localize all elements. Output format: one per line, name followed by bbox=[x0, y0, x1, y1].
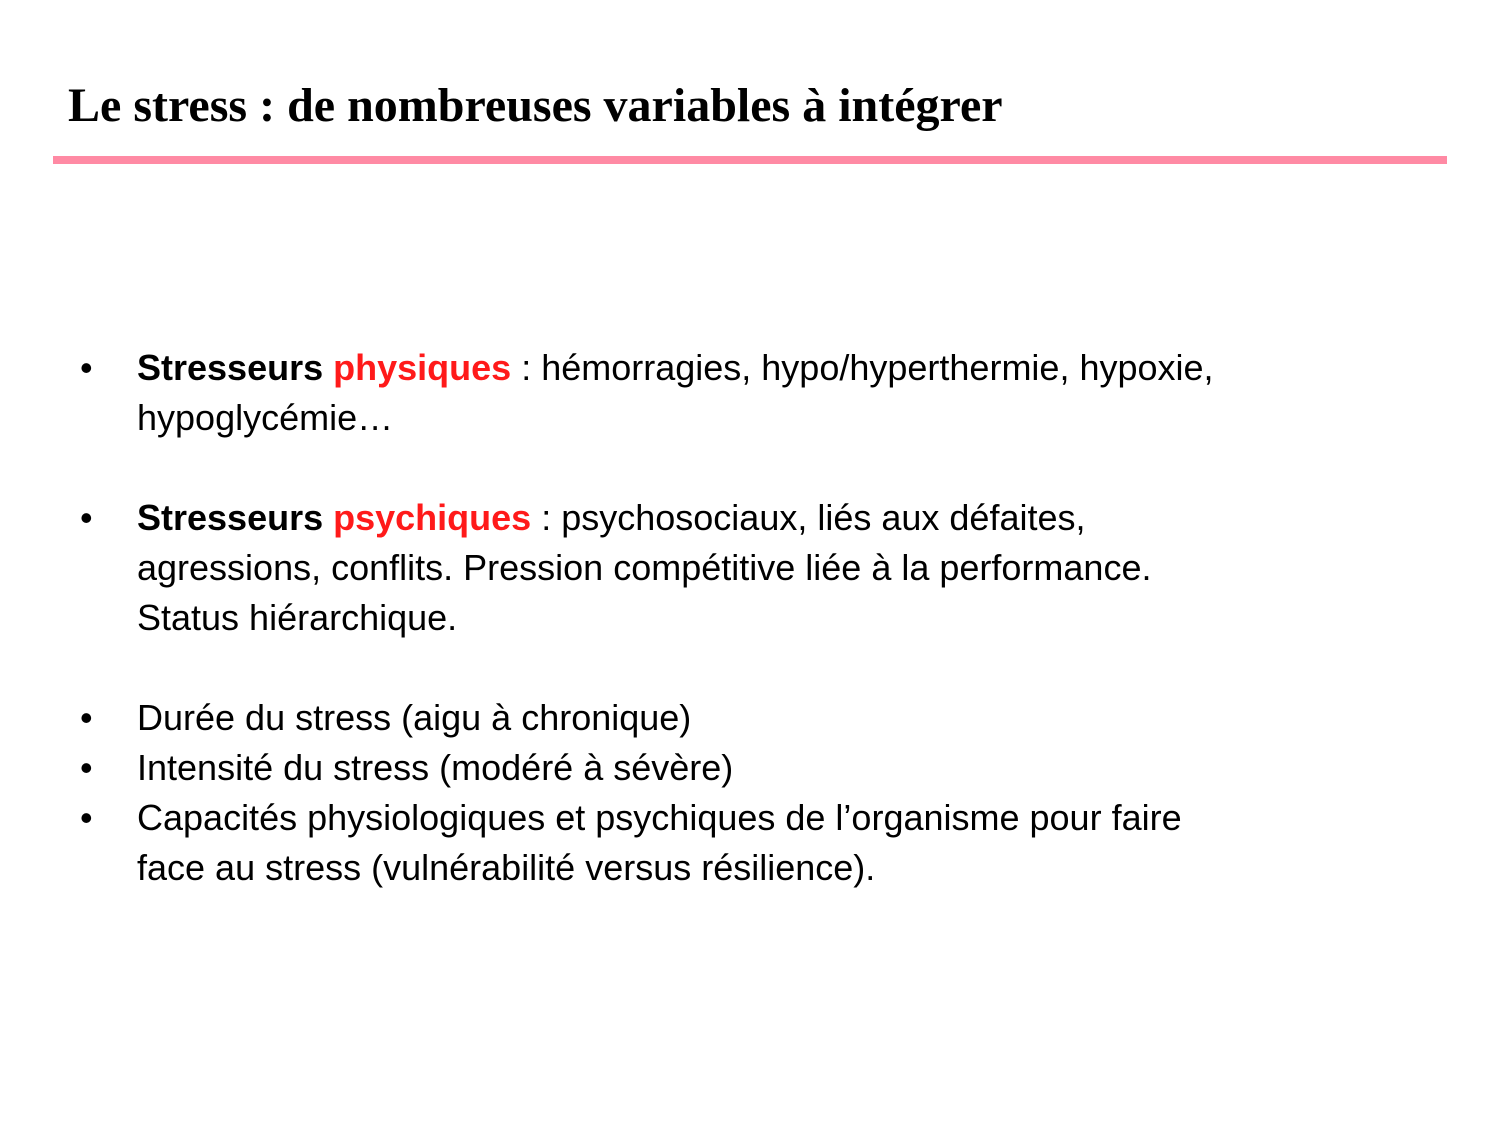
list-item-capacities bbox=[0, 793, 1500, 893]
bullet-icon: • bbox=[80, 747, 93, 788]
bullet-icon: • bbox=[80, 797, 93, 838]
list-item-duration bbox=[0, 693, 1500, 743]
list-item-intensity bbox=[0, 743, 1500, 793]
item-highlight: physiques bbox=[333, 347, 512, 388]
item-text-continued: hypoglycémie… bbox=[137, 397, 394, 438]
slide-title: Le stress : de nombreuses variables à intégrer bbox=[68, 79, 1003, 132]
bullet-list bbox=[0, 343, 1500, 893]
bullet-icon: • bbox=[80, 497, 93, 538]
item-text-continued: agressions, conflits. Pression compétitive liée à la performance. bbox=[137, 547, 1152, 588]
list-item-psychic-stressors bbox=[0, 493, 1500, 643]
item-text: Capacités physiologiques et psychiques de l’organisme pour faire bbox=[137, 797, 1182, 838]
item-text: Durée du stress (aigu à chronique) bbox=[137, 697, 692, 738]
item-highlight: psychiques bbox=[333, 497, 532, 538]
title-underline bbox=[53, 156, 1447, 164]
list-item-physical-stressors bbox=[0, 343, 1500, 443]
item-text: : psychosociaux, liés aux défaites, bbox=[531, 497, 1086, 538]
item-text-continued: Status hiérarchique. bbox=[137, 597, 458, 638]
bullet-icon: • bbox=[80, 347, 93, 388]
item-text: Intensité du stress (modéré à sévère) bbox=[137, 747, 734, 788]
bullet-icon: • bbox=[80, 697, 93, 738]
item-text: : hémorragies, hypo/hyperthermie, hypoxie, bbox=[511, 347, 1214, 388]
item-text-continued: face au stress (vulnérabilité versus résilience). bbox=[137, 847, 876, 888]
item-lead: Stresseurs bbox=[137, 497, 334, 538]
item-lead: Stresseurs bbox=[137, 347, 334, 388]
